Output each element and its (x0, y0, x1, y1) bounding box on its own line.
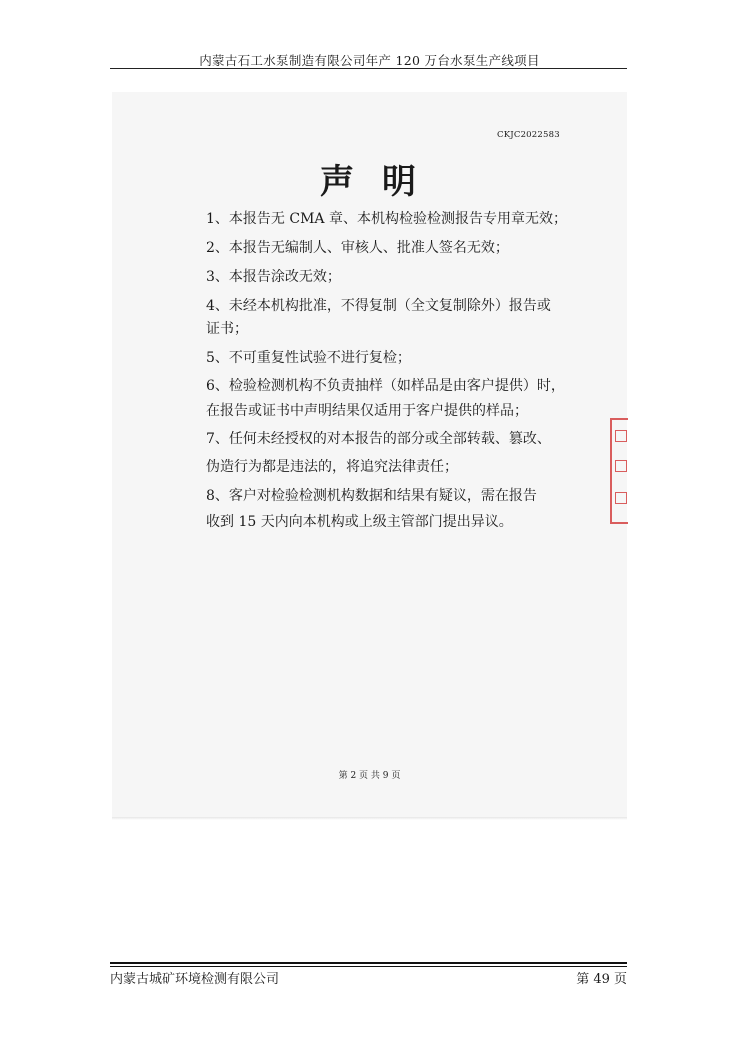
statement-line: 6、检验检测机构不负责抽样（如样品是由客户提供）时， (206, 378, 565, 394)
seal-mark-icon (615, 460, 627, 472)
footer-company: 内蒙古城矿环境检测有限公司 (110, 972, 280, 987)
seal-mark-icon (615, 492, 627, 504)
statement-line: 7、任何未经授权的对本报告的部分或全部转载、篡改、 (206, 431, 551, 447)
inner-page-number: 第 2 页 共 9 页 (338, 771, 401, 781)
report-code: CKJC2022583 (497, 130, 560, 140)
statement-line: 4、未经本机构批准，不得复制（全文复制除外）报告或 (206, 298, 551, 314)
statement-line: 收到 15 天内向本机构或上级主管部门提出异议。 (206, 514, 513, 530)
statement-line: 在报告或证书中声明结果仅适用于客户提供的样品； (206, 403, 528, 419)
footer-divider (110, 962, 627, 964)
statement-line: 3、本报告涂改无效； (206, 269, 341, 285)
footer-page-number: 第 49 页 (576, 972, 627, 987)
statement-line: 5、不可重复性试验不进行复检； (206, 350, 411, 366)
footer-divider-thin (110, 966, 627, 967)
seal-mark-icon (615, 430, 627, 442)
document-title: 声明 (320, 162, 444, 202)
seal-stamp-icon (610, 418, 628, 524)
statement-line: 证书； (206, 321, 248, 337)
header-divider (110, 68, 627, 69)
scan-edge-shadow (112, 817, 627, 820)
statement-line: 2、本报告无编制人、审核人、批准人签名无效； (206, 240, 509, 256)
statement-line: 伪造行为都是违法的，将追究法律责任； (206, 459, 458, 475)
statement-line: 1、本报告无 CMA 章、本机构检验检测报告专用章无效； (206, 211, 567, 227)
statement-line: 8、客户对检验检测机构数据和结果有疑议，需在报告 (206, 488, 537, 504)
header-title: 内蒙古石工水泵制造有限公司年产 120 万台水泵生产线项目 (199, 53, 540, 68)
